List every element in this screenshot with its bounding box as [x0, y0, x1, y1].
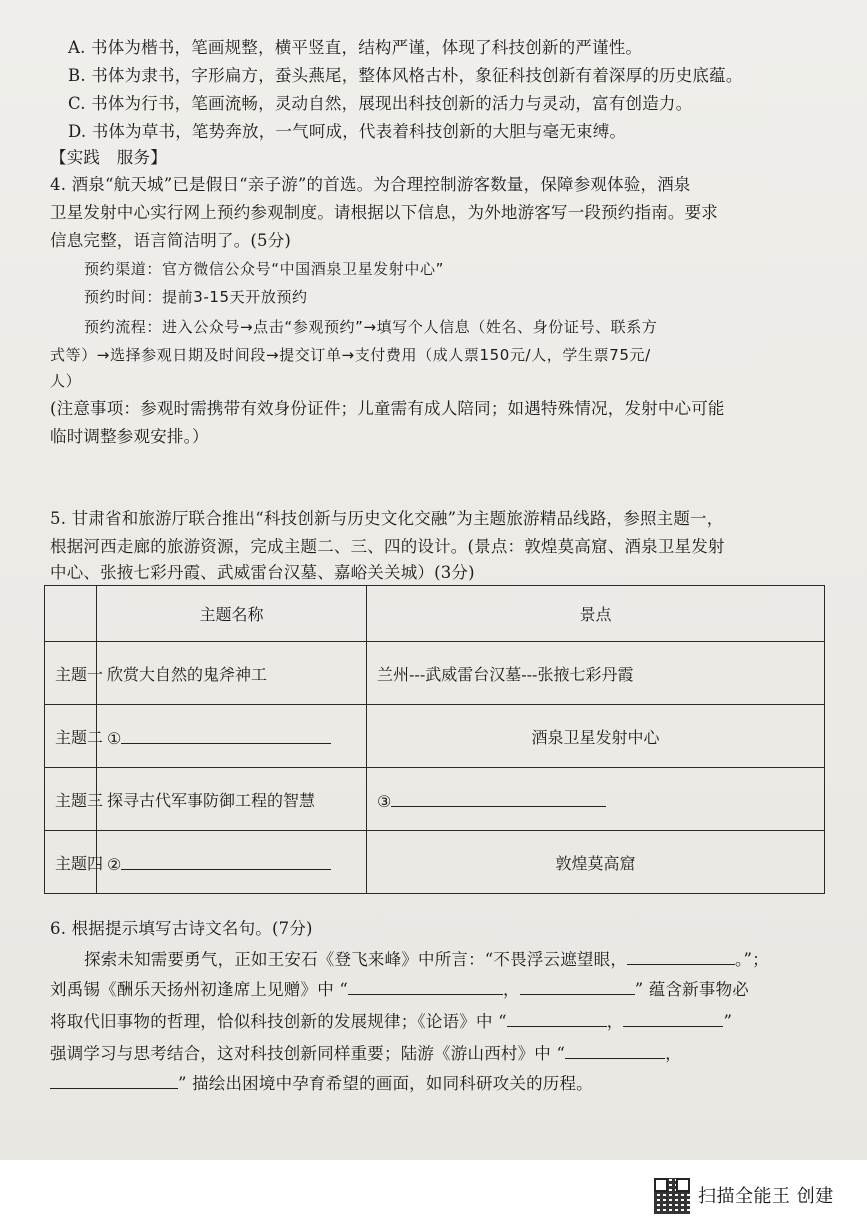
theme-table — [44, 585, 825, 894]
q6-line2-end: 。”； — [735, 950, 769, 969]
q6-blank-4[interactable] — [507, 1008, 607, 1027]
q6-blank-6[interactable] — [565, 1040, 665, 1059]
q6-line2-text: 探索未知需要勇气，正如王安石《登飞来峰》中所言：“不畏浮云遮望眼， — [84, 950, 628, 969]
option-c: C. 书体为行书，笔画流畅，灵动自然，展现出科技创新的活力与灵动，富有创造力。 — [68, 94, 693, 113]
table-row — [45, 768, 825, 831]
q4-process-line2: 式等）→选择参观日期及时间段→提交订单→支付费用（成人票150元/人，学生票75元/ — [50, 346, 651, 364]
blank-line — [121, 725, 331, 744]
q4-process-line1: 预约流程：进入公众号→点击“参观预约”→填写个人信息（姓名、身份证号、联系方 — [84, 318, 658, 336]
q6-line6 — [50, 1070, 593, 1095]
table-header-empty — [45, 586, 97, 642]
q4-note-line2: 临时调整参观安排。） — [50, 427, 209, 446]
theme-name: 探寻古代军事防御工程的智慧 — [97, 768, 367, 831]
table-header-row — [45, 586, 825, 642]
q6-line3 — [50, 976, 749, 1001]
q4-channel: 预约渠道：官方微信公众号“中国酒泉卫星发射中心” — [84, 260, 444, 278]
answer-blank-1[interactable] — [97, 705, 367, 768]
row-label: 主题三 — [45, 768, 97, 831]
q6-line2 — [84, 946, 769, 971]
q6-stem: 6. 根据提示填写古诗文名句。(7分) — [50, 919, 313, 938]
blank-line — [391, 788, 606, 807]
option-a: A. 书体为楷书，笔画规整，横平竖直，结构严谨，体现了科技创新的严谨性。 — [68, 38, 643, 57]
q4-stem-line3: 信息完整，语言简洁明了。(5分) — [50, 231, 292, 250]
q5-stem-line1: 5. 甘肃省和旅游厅联合推出“科技创新与历史文化交融”为主题旅游精品线路，参照主题一， — [50, 509, 724, 528]
qr-code-icon — [654, 1178, 690, 1214]
blank-number: ① — [107, 728, 122, 748]
q6-line4-comma: ， — [606, 1012, 624, 1031]
table-row — [45, 705, 825, 768]
q4-stem-line2: 卫星发射中心实行网上预约参观制度。请根据以下信息，为外地游客写一段预约指南。要求 — [50, 203, 718, 222]
table-header-name: 主题名称 — [97, 586, 367, 642]
q6-line3-text: 刘禹锡《酬乐天扬州初逢席上见赠》中 “ — [50, 980, 348, 999]
q6-blank-7[interactable] — [50, 1070, 178, 1089]
theme-spots: 兰州---武威雷台汉墓---张掖七彩丹霞 — [367, 642, 825, 705]
q6-blank-1[interactable] — [627, 946, 735, 965]
q6-line6-text: ” 描绘出困境中孕育希望的画面，如同科研攻关的历程。 — [178, 1074, 593, 1093]
answer-blank-3[interactable] — [367, 768, 825, 831]
blank-line — [121, 851, 331, 870]
answer-blank-2[interactable] — [97, 831, 367, 894]
row-label: 主题二 — [45, 705, 97, 768]
q6-blank-5[interactable] — [623, 1008, 723, 1027]
theme-spots: 酒泉卫星发射中心 — [367, 705, 825, 768]
scanner-watermark: 扫描全能王 创建 — [698, 1186, 834, 1207]
q6-line3-end: ” 蕴含新事物必 — [634, 980, 749, 999]
option-b: B. 书体为隶书，字形扁方，蚕头燕尾，整体风格古朴，象征科技创新有着深厚的历史底蕴。 — [68, 66, 743, 85]
q6-line3-comma: ， — [502, 980, 520, 999]
row-label: 主题一 — [45, 642, 97, 705]
q4-stem-line1: 4. 酒泉“航天城”已是假日“亲子游”的首选。为合理控制游客数量，保障参观体验，酒泉 — [50, 175, 691, 194]
q4-time: 预约时间：提前3-15天开放预约 — [84, 288, 308, 306]
q6-line4-text: 将取代旧事物的哲理，恰似科技创新的发展规律；《论语》中 “ — [50, 1012, 507, 1031]
blank-number: ③ — [377, 791, 392, 811]
q6-line4 — [50, 1008, 732, 1033]
theme-spots: 敦煌莫高窟 — [367, 831, 825, 894]
q6-line5-text: 强调学习与思考结合，这对科技创新同样重要；陆游《游山西村》中 “ — [50, 1044, 566, 1063]
table-row — [45, 831, 825, 894]
q4-note-line1: (注意事项：参观时需携带有效身份证件；儿童需有成人陪同；如遇特殊情况，发射中心可能 — [50, 399, 725, 418]
q6-line5 — [50, 1040, 682, 1065]
option-d: D. 书体为草书，笔势奔放，一气呵成，代表着科技创新的大胆与毫无束缚。 — [68, 122, 627, 141]
row-label: 主题四 — [45, 831, 97, 894]
theme-name: 欣赏大自然的鬼斧神工 — [97, 642, 367, 705]
q6-blank-3[interactable] — [520, 976, 635, 995]
section-heading: 【实践 服务】 — [50, 148, 167, 167]
table-row — [45, 642, 825, 705]
q6-line5-comma: ， — [665, 1044, 682, 1063]
q6-line4-end: ” — [723, 1012, 733, 1031]
q5-stem-line3: 中心、张掖七彩丹霞、武威雷台汉墓、嘉峪关关城）(3分) — [50, 563, 475, 582]
blank-number: ② — [107, 854, 122, 874]
q6-blank-2[interactable] — [348, 976, 503, 995]
table-header-spots: 景点 — [367, 586, 825, 642]
q5-stem-line2: 根据河西走廊的旅游资源，完成主题二、三、四的设计。(景点：敦煌莫高窟、酒泉卫星发射 — [50, 537, 725, 556]
q4-process-line3: 人） — [50, 372, 82, 390]
